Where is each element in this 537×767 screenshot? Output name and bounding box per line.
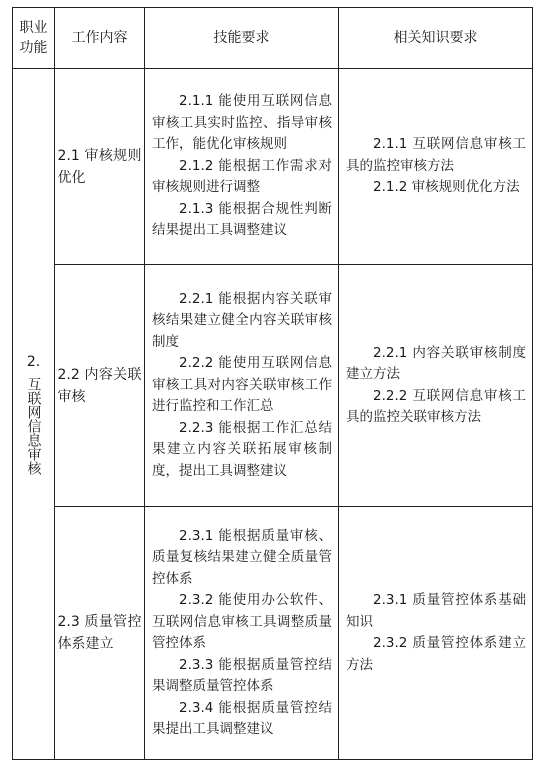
- knowledge-2-3-1: 2.3.1 质量管控体系基础知识: [346, 592, 526, 630]
- header-function-label: 职业功能: [19, 20, 48, 56]
- row-1-content: 2.1 审核规则优化: [57, 147, 142, 186]
- skill-2-1-1: 2.1.1 能使用互联网信息审核工具实时监控、指导审核工作，能优化审核规则: [152, 93, 332, 153]
- function-name: 互联网信息审核: [25, 377, 42, 475]
- knowledge-2-1-1: 2.1.1 互联网信息审核工具的监控审核方法: [346, 136, 526, 174]
- skill-2-3-2: 2.3.2 能使用办公软件、互联网信息审核工具调整质量管控体系: [152, 592, 332, 651]
- knowledge-2-3-2: 2.3.2 质量管控体系建立方法: [346, 635, 526, 673]
- row-1-content-cell: [55, 69, 144, 264]
- header-skills-label: 技能要求: [213, 29, 270, 46]
- row-3-content-cell: [55, 507, 144, 759]
- skill-2-1-3: 2.1.3 能根据合规性判断结果提出工具调整建议: [152, 200, 332, 239]
- table-border-bottom: [12, 759, 532, 760]
- row-2-skills-cell: [145, 265, 338, 506]
- skill-2-3-3: 2.3.3 能根据质量管控结果调整质量管控体系: [152, 656, 332, 694]
- table-border-right: [532, 7, 533, 760]
- row-1-skills-cell: [145, 69, 338, 264]
- knowledge-2-2-1: 2.2.1 内容关联审核制度建立方法: [346, 344, 526, 382]
- row-2-knowledge-cell: [339, 265, 532, 506]
- knowledge-2-1-2: 2.1.2 审核规则优化方法: [373, 179, 520, 196]
- skill-2-3-4: 2.3.4 能根据质量管控结果提出工具调整建议: [152, 699, 332, 737]
- row-2-content-cell: [55, 265, 144, 506]
- row-2-content: 2.2 内容关联审核: [57, 366, 142, 405]
- skill-2-2-2: 2.2.2 能使用互联网信息审核工具对内容关联审核工作进行监控和工作汇总: [152, 355, 332, 415]
- header-knowledge: [339, 8, 532, 68]
- function-number: 2.: [26, 354, 41, 370]
- row-3-content: 2.3 质量管控体系建立: [57, 614, 142, 652]
- header-knowledge-label: 相关知识要求: [393, 29, 478, 46]
- skill-2-3-1: 2.3.1 能根据质量审核、质量复核结果建立健全质量管控体系: [152, 527, 332, 587]
- header-skills: [145, 8, 338, 68]
- header-content: [55, 8, 144, 68]
- skill-2-2-1: 2.2.1 能根据内容关联审核结果建立健全内容关联审核制度: [152, 290, 332, 350]
- function-cell: [13, 69, 54, 759]
- skill-2-2-3: 2.2.3 能根据工作汇总结果建立内容关联拓展审核制度，提出工具调整建议: [152, 419, 332, 479]
- skill-2-1-2: 2.1.2 能根据工作需求对审核规则进行调整: [152, 157, 332, 196]
- header-content-label: 工作内容: [71, 29, 128, 46]
- header-function: [13, 8, 54, 68]
- row-3-knowledge-cell: [339, 507, 532, 759]
- row-1-knowledge-cell: [339, 69, 532, 264]
- row-3-skills-cell: [145, 507, 338, 759]
- knowledge-2-2-2: 2.2.2 互联网信息审核工具的监控关联审核方法: [346, 387, 526, 425]
